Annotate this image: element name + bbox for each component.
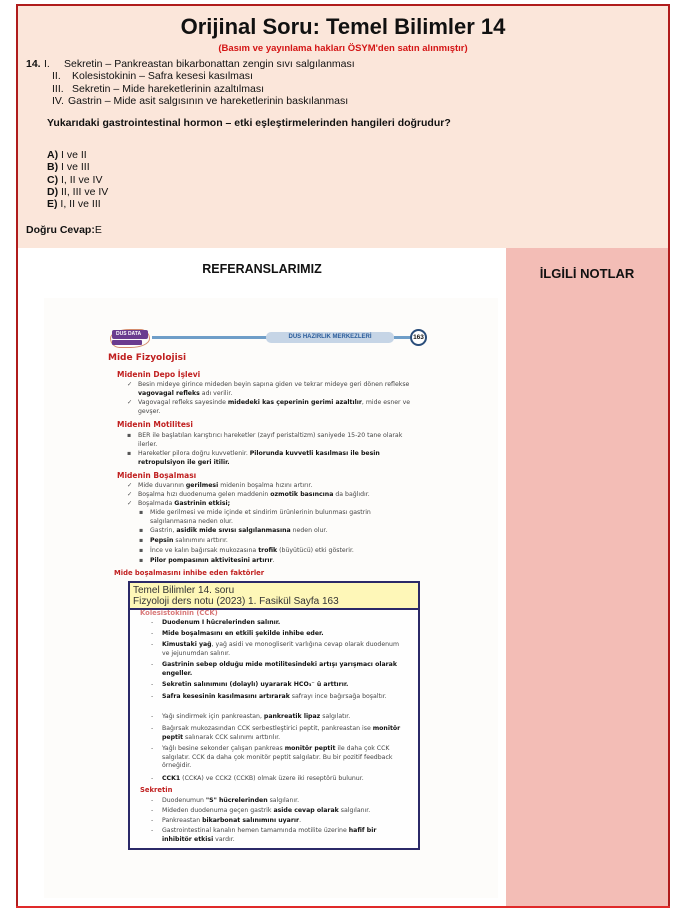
doc-list-item: - Safra kesesinin kasılmasını artırarak safrayı ince bağırsağa boşaltır. (151, 693, 387, 700)
statement-item (44, 83, 355, 95)
statement-text: Kolesistokinin – Safra kesesi kasılması (72, 70, 253, 83)
correct-answer (26, 224, 102, 236)
doc-list-item: - CCK1 (CCKA) ve CCK2 (CCKB) olmak üzere iki reseptörü bulunur. (151, 775, 364, 782)
option-d[interactable] (47, 186, 108, 198)
page-number-badge: 163 (410, 329, 427, 346)
header-rule (394, 336, 410, 339)
doc-list-item: - Kimustaki yağ, yağ asidi ve monogliserit varlığına cevap olarak duodenum ve jejunumdan salınır. (151, 641, 400, 657)
dusdata-logo (110, 330, 150, 348)
question-number: 14. (26, 58, 41, 70)
question-area (18, 6, 668, 248)
check-icon: ✓ (127, 381, 133, 388)
related-notes-panel (506, 248, 668, 906)
doc-list-item: ▪ Hareketler pilora doğru kuvvetlenir. Pilorunda kuvvetli kasılması ile besin retropulsiyon ile geri itilir. (127, 450, 380, 466)
doc-sublist-item: ▪ İnce ve kalın bağırsak mukozasına trofik (büyütücü) etki gösterir. (139, 547, 354, 554)
box-title: Temel Bilimler 14. soru (133, 585, 235, 596)
option-text: I, II ve IV (61, 173, 103, 186)
option-letter: E) (47, 198, 58, 211)
answer-label: Doğru Cevap: (26, 224, 95, 236)
doc-list-item: - Mideden duodenuma geçen gastrik aside cevap olarak salgılanır. (151, 807, 371, 814)
bullet-icon: ▪ (139, 527, 144, 534)
statement-text: Sekretin – Pankreastan bikarbonattan zengin sıvı salgılanması (64, 58, 355, 70)
bullet-icon: ▪ (127, 450, 132, 457)
check-icon: ✓ (127, 399, 133, 406)
doc-list-item: - Yağı sindirmek için pankreastan, pankreatik lipaz salgılatır. (151, 713, 351, 720)
doc-list-item: - Bağırsak mukozasından CCK serbestleştirici peptit, pankreastan ise monitör peptit salınarak CCK salınımı arttırılır. (151, 725, 401, 741)
option-c[interactable] (47, 174, 108, 186)
statement-item (44, 70, 355, 82)
statement-text: Sekretin – Mide hareketlerinin azaltılması (72, 82, 265, 95)
doc-list-item: ▪ BER ile başlatılan karıştırıcı hareketler (zayıf peristaltizm) saniyede 15-20 tane olarak ilerler. (127, 432, 403, 448)
doc-sublist-item: ▪ Pilor pompasının aktivitesini artırır. (139, 557, 275, 564)
logo-text: DUS DATA (116, 331, 142, 337)
doc-section-title: Sekretin (140, 786, 173, 794)
option-letter: C) (47, 173, 59, 186)
option-letter: A) (47, 149, 59, 161)
check-icon: ✓ (127, 491, 133, 498)
frame-bottom-rule (16, 906, 670, 908)
question-frame (16, 4, 670, 908)
doc-list-item: - Yağlı besine sekonder çalışan pankreas monitör peptit ile daha çok CCK salgılatır. CCK da daha çok monitör peptit salgılatır. Bu bir pozitif feedback örneğidir. (151, 745, 393, 770)
doc-section-title: Kolesistokinin (CCK) (140, 609, 218, 617)
option-b[interactable] (47, 161, 108, 173)
doc-list-item: - Mide boşalmasını en etkili şekilde inhibe eder. (151, 630, 324, 637)
highlight-box (128, 581, 420, 850)
page-title: Orijinal Soru: Temel Bilimler 14 (180, 14, 506, 39)
statement-list (44, 58, 355, 107)
header-label: DUS HAZIRLIK MERKEZLERİ (266, 332, 394, 343)
check-icon: ✓ (127, 482, 133, 489)
bullet-icon: ▪ (139, 537, 144, 544)
doc-sublist-item: ▪ Gastrin, asidik mide sıvısı salgılanmasına neden olur. (139, 527, 328, 534)
copyright-note: (Basım ve yayınlama hakları ÖSYM'den satın alınmıştır) (218, 43, 468, 54)
logo-underbar (112, 340, 142, 345)
doc-list-item: ✓ Mide duvarının gerilmesi midenin boşalma hızını artırır. (127, 482, 313, 489)
bullet-icon: ▪ (127, 432, 132, 439)
doc-list-item: - Duodenumun "S" hücrelerinden salgılanır. (151, 797, 300, 804)
doc-section-title: Midenin Motilitesi (117, 420, 193, 429)
option-e[interactable] (47, 198, 108, 210)
statement-item (44, 58, 355, 70)
option-a[interactable] (47, 149, 108, 161)
doc-list-item: - Sekretin salınımını (dolaylı) uyararak HCO₃⁻ ü arttırır. (151, 681, 349, 688)
bullet-icon: ▪ (139, 557, 144, 564)
option-text: I ve II (61, 149, 87, 161)
doc-sublist-item: ▪ Pepsin salınımını arttırır. (139, 537, 228, 544)
bullet-icon: ▪ (139, 547, 144, 554)
bullet-icon: ▪ (139, 509, 144, 516)
statement-text: Gastrin – Mide asit salgısının ve hareketlerinin baskılanması (68, 94, 349, 107)
statement-roman: III. (52, 82, 64, 95)
doc-list-item: ✓ Besin mideye girince mideden beyin sapına giden ve tekrar mideye geri dönen reflekse vagovagal refleks adı verilir. (127, 381, 410, 397)
option-letter: B) (47, 161, 59, 174)
statement-roman: IV. (52, 94, 64, 107)
header-rule (152, 336, 272, 339)
document-header (110, 330, 460, 348)
references-title: REFERANSLARIMIZ (202, 262, 322, 276)
option-text: I ve III (61, 161, 90, 174)
answer-options (47, 149, 108, 210)
doc-list-item: - Gastrointestinal kanalın hemen tamamında motilite üzerine hafif bir inhibitör etkisi vardır. (151, 827, 377, 843)
doc-list-item: ✓ Boşalmada Gastrinin etkisi; (127, 500, 231, 507)
doc-section-title: Midenin Depo İşlevi (117, 370, 201, 379)
doc-list-item: ✓ Boşalma hızı duodenuma gelen maddenin ozmotik basıncına da bağlıdır. (127, 491, 370, 498)
doc-list-item: ✓ Vagovagal refleks sayesinde midedeki kas çeperinin gerimi azaltılır, mide esner ve gevşer. (127, 399, 411, 415)
answer-value: E (94, 224, 102, 236)
statement-roman: II. (52, 70, 61, 83)
doc-sublist-item: ▪ Mide gerilmesi ve mide içinde et sindirim ürünlerinin bulunması gastrin salgılanmasına neden olur. (139, 509, 371, 525)
doc-section-title: Mide boşalmasını inhibe eden faktörler (114, 569, 265, 577)
doc-list-item: - Gastrinin sebep olduğu mide motilitesindeki artışı yarışmacı olarak engeller. (151, 661, 397, 677)
check-icon: ✓ (127, 500, 133, 507)
notes-title: İLGİLİ NOTLAR (539, 266, 635, 281)
doc-heading: Mide Fizyolojisi (108, 353, 187, 363)
logo-badge (112, 330, 148, 339)
doc-list-item: - Duodenum I hücrelerinden salınır. (151, 619, 281, 626)
highlight-box-header (130, 583, 418, 610)
question-prompt: Yukarıdaki gastrointestinal hormon – etki eşleştirmelerinden hangileri doğrudur? (47, 117, 451, 129)
statement-item (44, 95, 355, 107)
references-panel (18, 248, 506, 906)
reference-document-image (44, 298, 498, 898)
option-text: I, II ve III (60, 198, 101, 211)
option-text: II, III ve IV (61, 185, 109, 198)
doc-section-title: Midenin Boşalması (117, 471, 197, 480)
statement-roman: I. (44, 58, 50, 70)
doc-list-item: - Pankreastan bikarbonat salınımını uyarır. (151, 817, 302, 824)
option-letter: D) (47, 185, 59, 198)
box-source: Fizyoloji ders notu (2023) 1. Fasikül Sayfa 163 (133, 596, 339, 607)
